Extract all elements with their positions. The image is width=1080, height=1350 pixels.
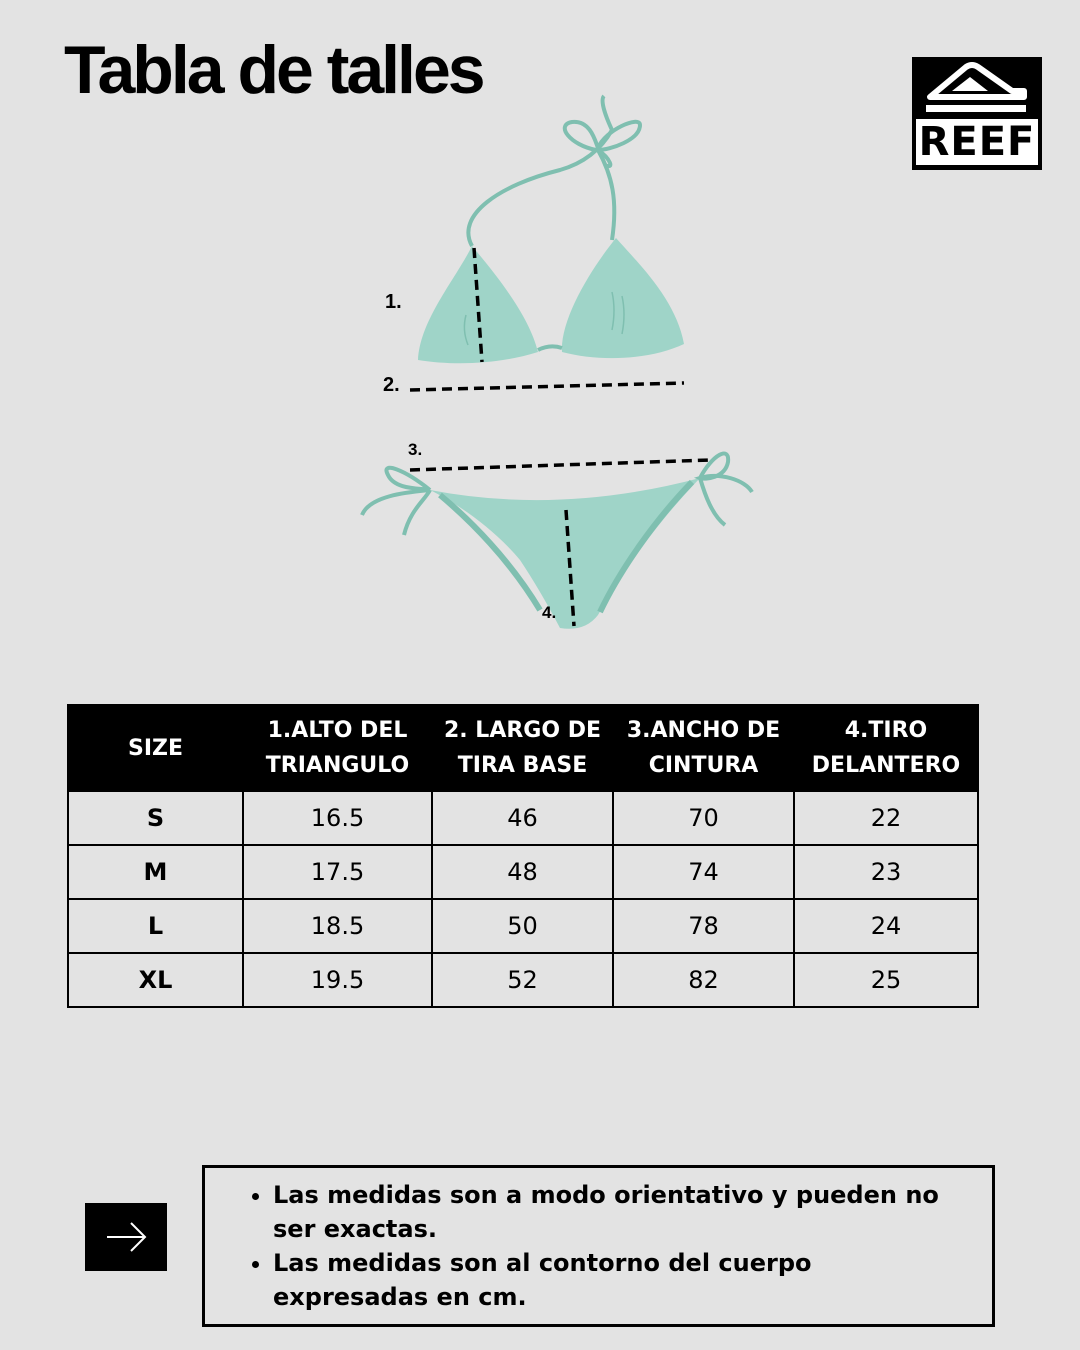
measure-line-2 — [410, 383, 684, 390]
size-table — [67, 704, 979, 1008]
table-cell: 52 — [432, 953, 613, 1007]
header-alto-triangulo: 1.ALTO DEL TRIANGULO — [243, 705, 432, 791]
table-cell: 18.5 — [243, 899, 432, 953]
table-cell: 82 — [613, 953, 794, 1007]
logo-wordmark: REEF — [916, 119, 1038, 165]
table-cell: 16.5 — [243, 791, 432, 845]
size-cell: S — [68, 791, 243, 845]
table-cell: 74 — [613, 845, 794, 899]
left-tie — [362, 468, 430, 535]
measure-label-1: 1. — [385, 291, 402, 313]
page-title: Tabla de talles — [64, 32, 483, 108]
table-cell: 70 — [613, 791, 794, 845]
table-cell: 19.5 — [243, 953, 432, 1007]
table-cell: 50 — [432, 899, 613, 953]
table-row — [68, 791, 978, 845]
next-button[interactable] — [85, 1203, 167, 1271]
header-size: SIZE — [68, 705, 243, 791]
table-cell: 17.5 — [243, 845, 432, 899]
table-cell: 23 — [794, 845, 978, 899]
table-cell: 48 — [432, 845, 613, 899]
size-cell: M — [68, 845, 243, 899]
header-largo-tira: 2. LARGO DE TIRA BASE — [432, 705, 613, 791]
measure-line-3 — [410, 460, 710, 470]
notes-list — [205, 1168, 992, 1314]
table-cell: 25 — [794, 953, 978, 1007]
bottom-piece — [430, 478, 700, 629]
arrow-right-icon — [85, 1203, 167, 1271]
notes-box — [202, 1165, 995, 1327]
halter-strap — [468, 96, 612, 246]
table-cell: 22 — [794, 791, 978, 845]
header-tiro-delantero: 4.TIRO DELANTERO — [794, 705, 978, 791]
note-item: • Las medidas son al contorno del cuerpo expresadas en cm. — [273, 1246, 962, 1314]
table-row — [68, 899, 978, 953]
measure-label-3: 3. — [408, 440, 423, 459]
table-cell: 78 — [613, 899, 794, 953]
measure-label-4: 4. — [542, 603, 557, 622]
note-item: • Las medidas son a modo orientativo y pueden no ser exactas. — [273, 1178, 962, 1246]
measure-label-2: 2. — [383, 374, 400, 396]
size-cell: XL — [68, 953, 243, 1007]
table-header-row — [68, 705, 978, 791]
right-tie — [700, 453, 752, 525]
table-cell: 46 — [432, 791, 613, 845]
table-row — [68, 953, 978, 1007]
table-row — [68, 845, 978, 899]
table-cell: 24 — [794, 899, 978, 953]
header-ancho-cintura: 3.ANCHO DE CINTURA — [613, 705, 794, 791]
size-cell: L — [68, 899, 243, 953]
